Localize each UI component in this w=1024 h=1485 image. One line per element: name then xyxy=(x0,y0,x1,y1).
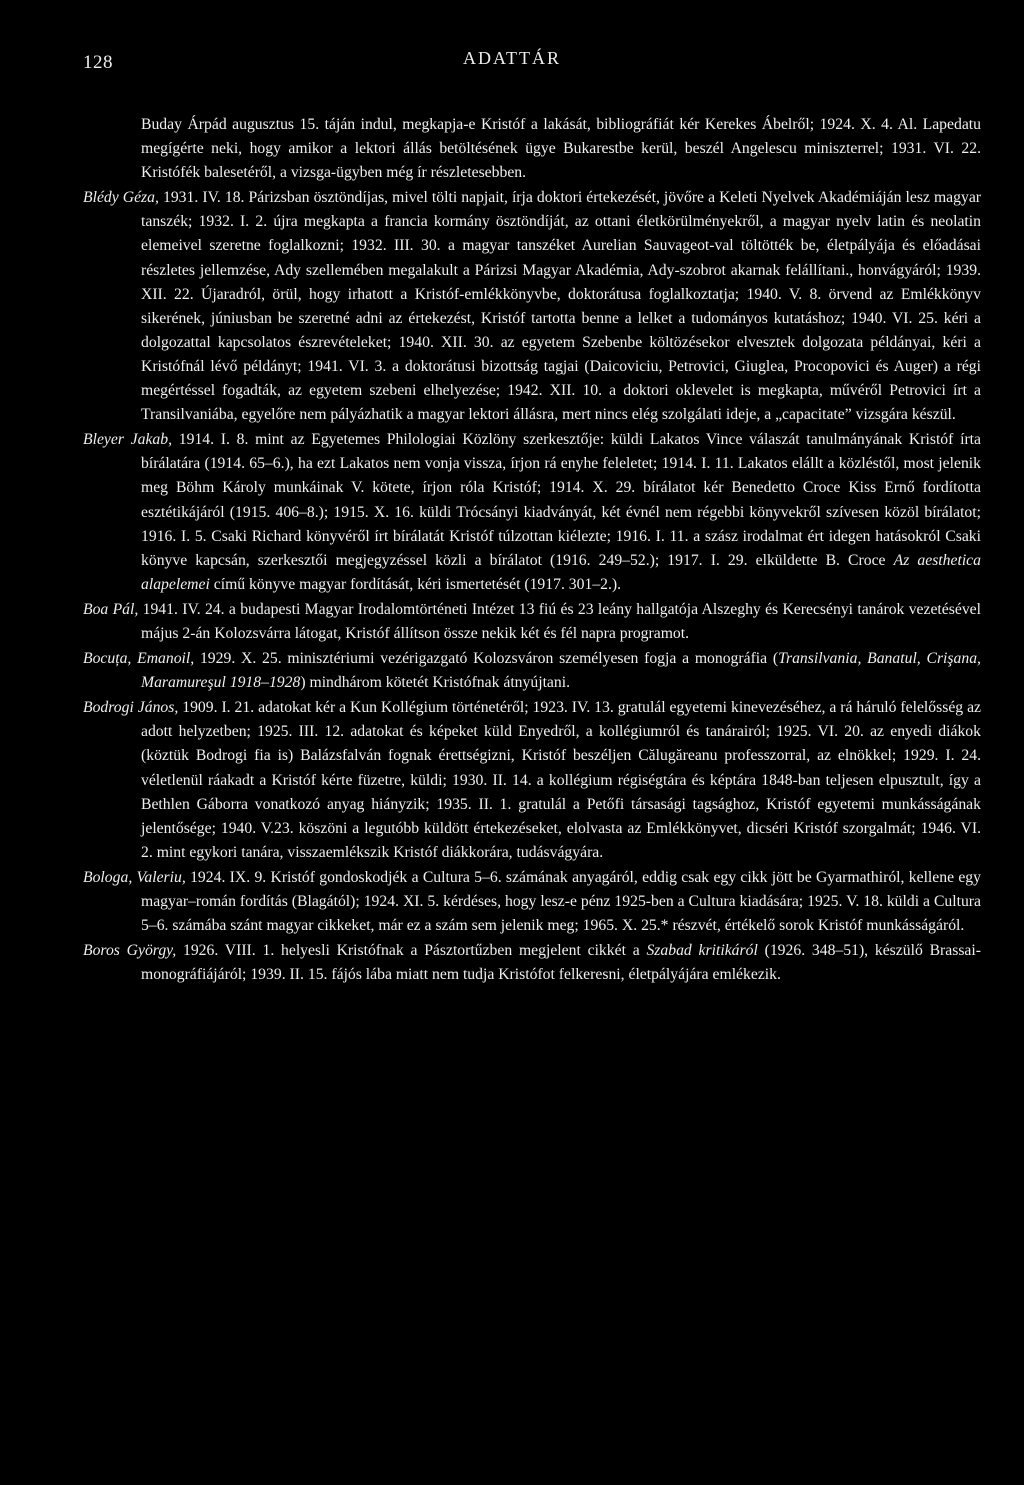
page-number: 128 xyxy=(83,52,113,73)
entry-text: 1926. VIII. 1. helyesli Kristófnak a Pásztortűzben megjelent cikkét a xyxy=(176,942,647,960)
entry-boros-gyorgy xyxy=(83,939,981,987)
entry-text: 1914. I. 8. mint az Egyetemes Philologiai Közlöny szerkesztője: küldi Lakatos Vince válaszát tanulmányának Kristóf írta bírálatára (1914. 65–6.), ha ezt Lakatos nem vonja vissza, írjon rá enyhe feleletet; 1914. I. 11. Lakatos elállt a közléstől, most jelenik meg Böhm Károly munkáinak V. kötete, írjon róla Kristóf; 1914. X. 29. bírálatot kér Benedetto Croce Kiss Ernő fordította esztétikájáról (1915. 406–8.); 1915. X. 16. küldi Trócsányi kiadványát, két évnél nem régebbi könyvekről szívesen közöl bírálatot; 1916. I. 5. Csaki Richard könyvéről írt bírálatát Kristóf túlzottan kiélezte; 1916. I. 11. a szász irodalmat ért idegen hatásokról Csaki könyve kapcsán, szerkesztői megjegyzéssel közli a bírálatot (1916. 249–52.); 1917. I. 29. elküldette B. Croce xyxy=(141,431,981,569)
entry-bodrogi-janos xyxy=(83,696,981,865)
entry-buday-continued xyxy=(83,113,981,185)
entry-text: 1909. I. 21. adatokat kér a Kun Kollégium történetéről; 1923. IV. 13. gratulál egyetemi kinevezéséhez, a rá háruló felelősség az adott helyzetben; 1925. III. 12. adatokat és képeket küld Enyedről, a kollégiumról és tanárairól; 1925. VI. 20. az enyedi diákok (köztük Bodrogi fia is) Balázsfalván fognak érettségizni, Kristóf beszéljen Călugăreanu professzorral, az elnökkel; 1929. I. 24. véletlenül ráakadt a Kristóf kérte füzetre, küldi; 1930. II. 14. a kollégium régiségtára és képtára 1848-ban teljesen elpusztult, így a Bethlen Gáborra vonatkozó anyag hiányzik; 1935. II. 1. gratulál a Petőfi társasági tagsághoz, Kristóf egyetemi munkásságának jelentősége; 1940. V.23. köszöni a legutóbb küldött értekezéseket, elolvasta az Emlékkönyvet, dicséri Kristóf szorgalmát; 1946. VI. 2. mint egykori tanára, visszaemlékszik Kristóf diákkorára, tudásvágyára. xyxy=(141,699,982,861)
entry-name: Bologa, Valeriu, xyxy=(83,868,186,886)
entry-text-end: ) mindhárom kötetét Kristófnak átnyújtani. xyxy=(300,674,571,692)
entry-name: Bleyer Jakab, xyxy=(83,431,173,449)
work-title: Szabad kritikáról xyxy=(646,942,758,960)
entry-text: 1924. IX. 9. Kristóf gondoskodjék a Cultura 5–6. számának anyagáról, eddig csak egy cikk jött be Gyarmathiról, kellene egy magyar–román fordítás (Blagától); 1924. XI. 5. kérdéses, hogy lesz-e pénz 1925-ben a Cultura kiadására; 1925. V. 18. küldi a Cultura 5–6. számába szánt magyar cikkeket, már ez a szám sem jelenik meg; 1965. X. 25.* részvét, értékelő sorok Kristóf munkásságáról. xyxy=(141,868,981,935)
entry-bocuta-emanoil xyxy=(83,647,981,695)
entry-name: Boros György, xyxy=(83,942,177,960)
entry-text-end: című könyve magyar fordítását, kéri ismertetését (1917. 301–2.). xyxy=(209,575,622,593)
entry-text: 1929. X. 25. minisztériumi vezérigazgató Kolozsváron személyesen fogja a monográfia ( xyxy=(194,650,779,668)
running-title: ADATTÁR xyxy=(463,48,561,68)
entry-text: Buday Árpád augusztus 15. táján indul, megkapja-e Kristóf a lakását, bibliográfiát kér Kerekes Ábelről; 1924. X. 4. Al. Lapedatu megígérte neki, hogy amikor a lektori állás betöltésének ügye Bukarestbe kerül, beszél Angelescu miniszterrel; 1931. VI. 22. Kristófék balesetéről, a vizsga-ügyben még ír részletesebben. xyxy=(141,116,981,182)
entry-bologa-valeriu xyxy=(83,866,981,938)
document-body xyxy=(83,113,981,988)
entry-boa-pal xyxy=(83,598,981,646)
entry-bledy-geza xyxy=(83,186,981,427)
entry-name: Blédy Géza, xyxy=(83,189,159,207)
entry-text: 1931. IV. 18. Párizsban ösztöndíjas, mivel tölti napjait, írja doktori értekezését, jövőre a Keleti Nyelvek Akadémiáján lesz magyar tanszék; 1932. I. 2. újra megkapta a francia kormány ösztöndíját, az ottani életkörülményekről, a magyar nyelv latin és neolatin elemeivel szeretne foglalkozni; 1932. III. 30. a magyar tanszéket Aurelian Sauvageot-val töltötték be, életpályája és előadásai részletes jellemzése, Ady szellemében megalakult a Párizsi Magyar Akadémia, Ady-szobrot akarnak felállítani., honvágyáról; 1939. XII. 22. Újaradról, örül, hogy irhatott a Kristóf-emlékkönyvbe, doktorátusa foglalkoztatja; 1940. V. 8. örvend az Emlékkönyv sikerének, júniusban be szeretné adni az értekezést, Kristóf tartotta benne a lelket a tudományos kutatáshoz; 1940. VI. 25. kéri a dolgozattal kapcsolatos észrevételeket; 1940. XII. 30. az egyetem Szebenbe költözésekor elvesztek dolgozata példányai, kéri a Kristófnál lévő példányt; 1941. VI. 3. a doktorátusi bizottság tagjai (Daicoviciu, Petrovici, Giuglea, Procopovici és Auger) a régi megértéssel fogadták, az egyetem szebeni elhelyezése; 1942. XII. 10. a doktori oklevelet is megkapta, művéről Petrovici írt a Transilvaniába, egyelőre nem pályázhatik a magyar lektori állásra, mert nincs elég szolgálati ideje, a „capacitate” vizsgára készül. xyxy=(141,189,982,424)
entry-name: Bodrogi János, xyxy=(83,699,179,717)
entry-name: Boa Pál, xyxy=(83,600,139,618)
entry-text: 1941. IV. 24. a budapesti Magyar Irodalomtörténeti Intézet 13 fiú és 23 leány hallgatója Alszeghy és Kerecsényi tanárok vezetésével május 2-án Kolozsvárra látogat, Kristóf állítson össze nekik két és fél napra programot. xyxy=(138,600,981,642)
entry-text-end: (1926. 348–51), készülő Brassai-monográfiájáról; 1939. II. 15. fájós lába miatt nem tudja Kristófot felkeresni, életpályájára emlékezik. xyxy=(141,942,981,984)
work-title: Transilvania, Banatul, Crişana, Maramureşul 1918–1928 xyxy=(141,650,981,692)
entry-bleyer-jakab xyxy=(83,428,981,597)
entry-name: Bocuța, Emanoil, xyxy=(83,650,195,668)
work-title: Az aesthetica alapelemei xyxy=(141,551,981,593)
